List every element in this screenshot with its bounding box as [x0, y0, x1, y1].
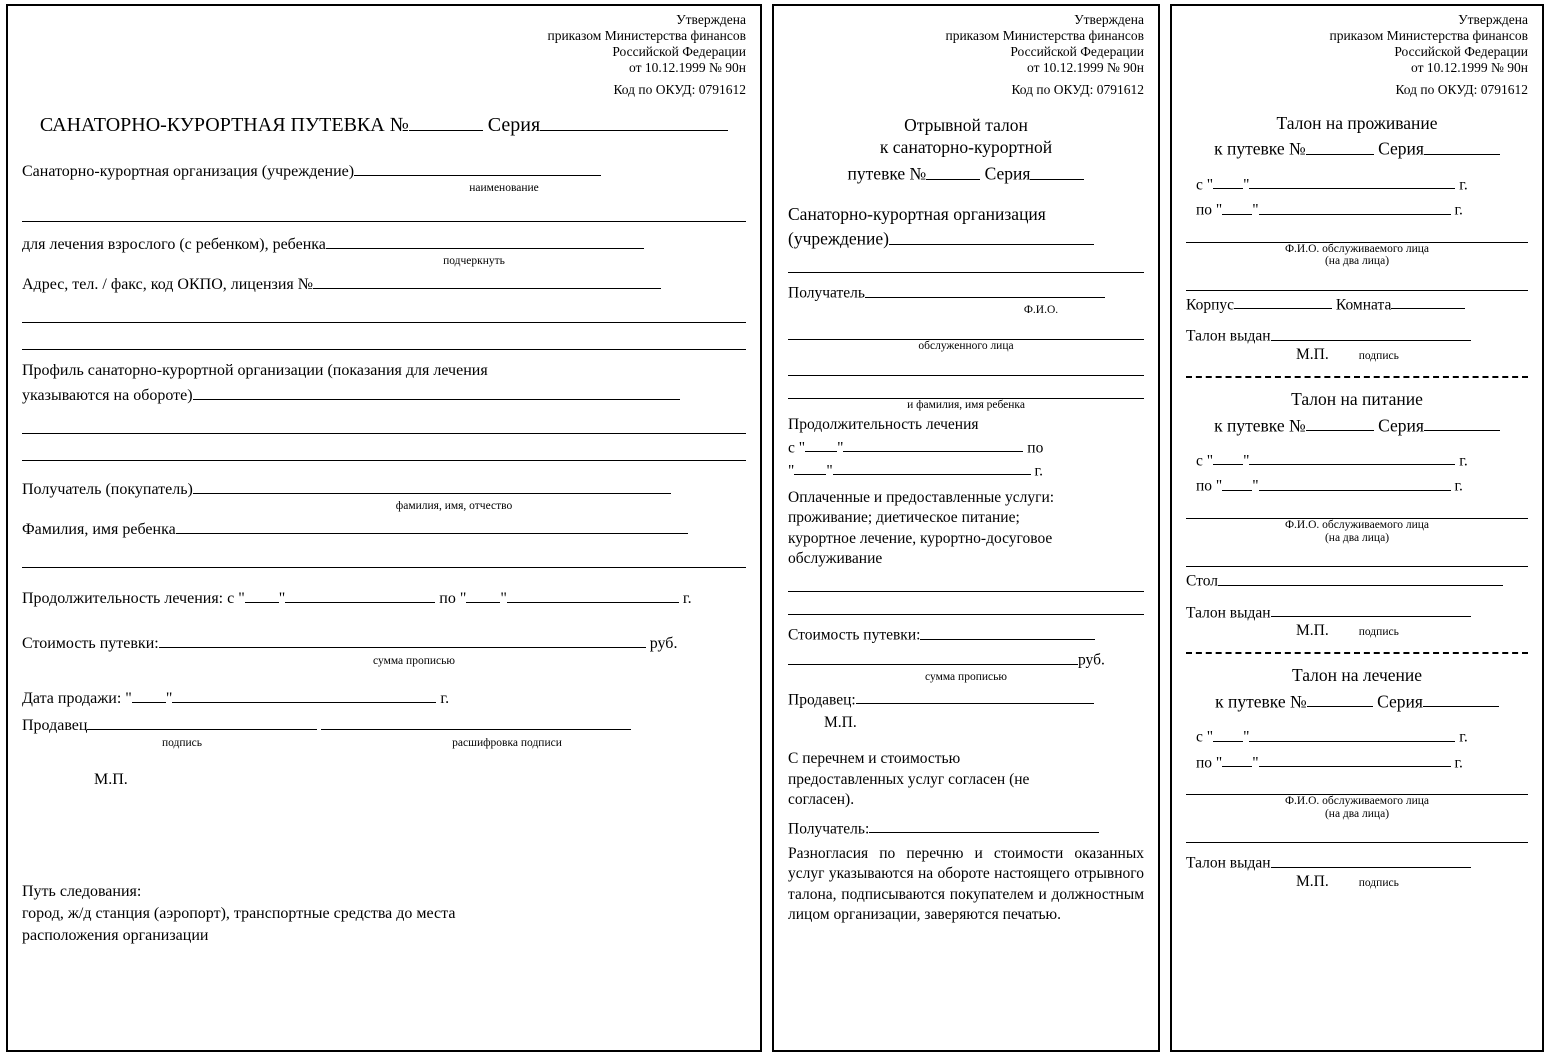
stub-services-line-4: обслуживание	[788, 549, 883, 567]
stub-dur-month-to[interactable]	[833, 459, 993, 476]
talon-meals-to-label: по "	[1196, 477, 1223, 495]
approved-line-2-talons: приказом Министерства финансов	[1329, 27, 1528, 43]
talon-meals-table-field[interactable]	[1218, 569, 1503, 586]
stub-dur-month-from[interactable]	[843, 436, 1023, 453]
saledate-day[interactable]	[132, 686, 166, 703]
saledate-label: Дата продажи: "	[22, 689, 132, 707]
talon-meals-extra-line[interactable]	[1186, 551, 1528, 567]
talon-treatment-sign-hint: подпись	[1358, 876, 1399, 889]
profile-field[interactable]	[193, 383, 680, 400]
stub-title-line-1: Отрывной талон	[904, 114, 1028, 135]
stub-cost-unit: руб.	[1078, 651, 1105, 669]
stub-receiver-line-4[interactable]	[788, 383, 1144, 399]
talon-meals-to-month[interactable]	[1259, 474, 1371, 491]
approved-line-4-talons: от 10.12.1999 № 90н	[1411, 59, 1528, 75]
talon-living-series-field[interactable]	[1424, 136, 1500, 155]
talon-treatment-to-label: по "	[1196, 754, 1223, 772]
talon-meals	[1186, 388, 1528, 640]
talon-treatment-year-label-1: г.	[1459, 728, 1468, 746]
talon-meals-fio-hint-2: (на два лица)	[1324, 531, 1390, 544]
seller-hint-decoding: расшифровка подписи	[452, 736, 562, 749]
approved-line-3-talons: Российской Федерации	[1394, 43, 1528, 59]
approved-line-1: Утверждена	[676, 12, 746, 27]
approved-line-3: Российской Федерации	[612, 43, 746, 59]
talon-meals-from-day[interactable]	[1213, 449, 1243, 466]
approved-block-main	[22, 12, 746, 98]
stub-org-field[interactable]	[889, 226, 1094, 245]
talon-meals-year-label-1: г.	[1459, 452, 1468, 470]
stub-series-label: Серия	[984, 163, 1031, 184]
talon-meals-from-label: с "	[1196, 452, 1214, 470]
talon-living-fio-hint-2: (на два лица)	[1324, 255, 1390, 268]
address-label: Адрес, тел. / факс, код ОКПО, лицензия №	[22, 276, 314, 294]
talon-living-issued-field[interactable]	[1271, 324, 1471, 341]
saledate-year-field[interactable]	[340, 686, 436, 703]
talon-living-fio-line[interactable]	[1186, 227, 1528, 243]
stub-duration-to-row	[788, 459, 1144, 482]
stub-duration-label: Продолжительность лечения	[788, 416, 979, 434]
talon-living-title-line-1: Талон на проживание	[1276, 112, 1438, 133]
saledate-year-label: г.	[440, 689, 450, 707]
approved-line-4: от 10.12.1999 № 90н	[629, 59, 746, 75]
stub-services-block	[788, 488, 1144, 570]
talon-living-issued-row	[1186, 324, 1528, 346]
talon-meals-number-label: к путевке №	[1214, 415, 1306, 436]
stub-cost-label: Стоимость путевки:	[788, 626, 921, 644]
talon-meals-series-field[interactable]	[1424, 413, 1500, 432]
duration-year-label: г.	[682, 589, 692, 607]
talon-meals-issued-label: Талон выдан	[1186, 604, 1271, 622]
route-title: Путь следования:	[22, 883, 142, 901]
treatment-label: для лечения взрослого (с ребенком), ребенка	[22, 235, 326, 253]
duration-year-field[interactable]	[627, 586, 679, 603]
talon-living-q1: "	[1243, 176, 1250, 194]
talon-living-q2: "	[1252, 201, 1259, 219]
okud-code-stub: Код по ОКУД: 0791612	[1011, 81, 1144, 97]
stub-cost-hint: сумма прописью	[925, 671, 1007, 684]
talon-treatment-from-day[interactable]	[1213, 725, 1243, 742]
talon-treatment-year-label-2: г.	[1454, 754, 1463, 772]
talon-treatment-series-field[interactable]	[1423, 689, 1499, 708]
talon-treatment-fio-line[interactable]	[1186, 779, 1528, 795]
talon-living-room-field[interactable]	[1391, 293, 1465, 310]
stub-dur-year[interactable]	[993, 459, 1031, 476]
talon-living-from-row	[1186, 173, 1528, 195]
talon-living-series-label: Серия	[1378, 138, 1424, 159]
talon-treatment-from-year[interactable]	[1375, 725, 1455, 742]
stub-dur-s: с "	[788, 439, 806, 457]
stub-org-title	[788, 203, 1144, 250]
receiver-label: Получатель (покупатель)	[22, 480, 193, 498]
talon-living-sign-hint: подпись	[1358, 349, 1399, 362]
talon-living-to-row	[1186, 198, 1528, 220]
stub-receiver-line-2[interactable]	[788, 324, 1144, 340]
talon-living-to-day[interactable]	[1222, 198, 1252, 215]
stub-receiver2-label: Получатель:	[788, 820, 870, 838]
cost-field[interactable]	[159, 631, 646, 648]
stub-cost-field-2[interactable]	[788, 648, 1078, 665]
org-label: Санаторно-курортная организация (учреждение)	[22, 162, 355, 180]
duration-month-to[interactable]	[507, 586, 627, 603]
profile-label-line1: Профиль санаторно-курортной организации (показания для лечения	[22, 361, 488, 379]
talon-living-extra-line[interactable]	[1186, 275, 1528, 291]
talon-meals-issued-row	[1186, 601, 1528, 623]
child-line-2[interactable]	[22, 550, 746, 568]
talon-treatment-to-month[interactable]	[1259, 751, 1371, 768]
talon-treatment-number-field[interactable]	[1307, 689, 1373, 708]
duration-label: Продолжительность лечения: с "	[22, 589, 245, 607]
talon-living-from-year[interactable]	[1375, 173, 1455, 190]
talon-meals-year-label-2: г.	[1454, 477, 1463, 495]
profile-line-3[interactable]	[22, 443, 746, 461]
org-line-2[interactable]	[22, 204, 746, 222]
approved-block-stub	[788, 12, 1144, 98]
talon-meals-title-line-1: Талон на питание	[1291, 388, 1423, 409]
stub-org-line-2	[788, 226, 1144, 250]
cost-hint: сумма прописью	[373, 654, 455, 667]
voucher-number-field[interactable]	[409, 110, 483, 131]
stub-duration-from-row	[788, 436, 1144, 459]
approved-line-1-talons: Утверждена	[1458, 12, 1528, 27]
stub-receiver-row	[788, 281, 1144, 304]
talon-living-stamp-place: М.П.	[1296, 345, 1329, 363]
talon-treatment-to-day[interactable]	[1222, 751, 1252, 768]
stub-title-line-3	[788, 161, 1144, 185]
stub-receiver2-row	[788, 817, 1144, 840]
perforation-divider-1	[1186, 376, 1528, 378]
duration-quote: "	[278, 589, 286, 607]
talon-living-extra-row	[1186, 293, 1528, 315]
saledate-row	[22, 686, 746, 710]
profile-row	[22, 360, 746, 407]
address-line-3[interactable]	[22, 332, 746, 350]
seller-hint-signature: подпись	[161, 736, 203, 749]
talon-treatment-stamp-place: М.П.	[1296, 872, 1329, 890]
profile-label-line2: указываются на обороте)	[22, 387, 193, 405]
stub-org-line-2-text: (учреждение)	[788, 228, 889, 249]
talon-meals-from-row	[1186, 449, 1528, 471]
talon-living-from-month[interactable]	[1249, 173, 1375, 190]
duration-row	[22, 586, 746, 610]
talon-living-from-day[interactable]	[1213, 173, 1243, 190]
duration-month-from[interactable]	[285, 586, 435, 603]
talon-treatment-to-row	[1186, 751, 1528, 773]
stub-receiver-field[interactable]	[865, 281, 1105, 298]
saledate-month[interactable]	[172, 686, 340, 703]
page-title	[22, 110, 746, 137]
talon-meals-from-month[interactable]	[1249, 449, 1375, 466]
stub-seller-label: Продавец:	[788, 691, 856, 709]
approved-line-3-stub: Российской Федерации	[1010, 43, 1144, 59]
talon-meals-title-line-2	[1186, 413, 1528, 437]
address-row	[22, 272, 746, 296]
stub-services-line-6[interactable]	[788, 599, 1144, 615]
talon-living-from-label: с "	[1196, 176, 1214, 194]
duration-quote-2: "	[500, 589, 507, 607]
seller-label: Продавец	[22, 717, 88, 735]
stub-cost-field[interactable]	[920, 623, 1095, 640]
stub-dur-q: "	[837, 439, 844, 457]
talon-living-to-month[interactable]	[1259, 198, 1371, 215]
stub-hint-served: обслуженного лица	[918, 339, 1014, 352]
stub-dur-po: по	[1027, 439, 1044, 457]
stub-seller-field[interactable]	[856, 688, 1094, 705]
talon-meals-number-field[interactable]	[1306, 413, 1374, 432]
org-name-field[interactable]	[354, 159, 601, 176]
address-field[interactable]	[313, 272, 661, 289]
talon-meals-stamp-place: М.П.	[1296, 622, 1329, 640]
stub-note: Разногласия по перечню и стоимости оказанных услуг указываются на обороте настоящего отрывного талона, подписываются покупателем и должностным лицом организации, заверяются печатью.	[788, 844, 1144, 924]
talon-treatment-fio-hint-1: Ф.И.О. обслуживаемого лица	[1284, 795, 1430, 808]
child-row	[22, 517, 746, 541]
stub-agree-line-3: согласен).	[788, 791, 855, 809]
talon-treatment-extra-line[interactable]	[1186, 827, 1528, 843]
stub-dur-day-from[interactable]	[805, 436, 837, 453]
talon-treatment-title-line-2	[1186, 689, 1528, 713]
talon-living-fio-hint-1: Ф.И.О. обслуживаемого лица	[1284, 242, 1430, 255]
receiver-hint: фамилия, имя, отчество	[395, 500, 513, 513]
stub-agree-line-2: предоставленных услуг согласен (не	[788, 770, 1030, 788]
treatment-hint: подчеркнуть	[443, 255, 505, 268]
treatment-row	[22, 232, 746, 256]
talon-treatment-number-label: к путевке №	[1215, 691, 1307, 712]
stub-services-line-3: курортное лечение, курортно-досуговое	[788, 529, 1053, 547]
talon-living-building-label: Корпус	[1186, 296, 1234, 314]
talon-living-building-field[interactable]	[1234, 293, 1332, 310]
series-label: Серия	[487, 113, 541, 136]
talon-meals-title	[1186, 388, 1528, 437]
talon-treatment-series-label: Серия	[1377, 691, 1423, 712]
cost-label: Стоимость путевки:	[22, 635, 159, 653]
approved-line-1-stub: Утверждена	[1074, 12, 1144, 27]
stub-cost-row-2	[788, 648, 1144, 671]
stub-receiver2-field[interactable]	[869, 817, 1099, 834]
stub-agree-line-1: С перечнем и стоимостью	[788, 750, 961, 768]
talon-living-room-label: Комната	[1335, 296, 1392, 314]
cost-unit: руб.	[649, 635, 678, 653]
stamp-place-main: М.П.	[94, 771, 128, 789]
stub-services-line-5[interactable]	[788, 576, 1144, 592]
stub-services-line-2: проживание; диетическое питание;	[788, 509, 1020, 527]
talon-meals-table-label: Стол	[1186, 572, 1218, 590]
talon-treatment-to-year[interactable]	[1371, 751, 1451, 768]
stub-hint-child: и фамилия, имя ребенка	[907, 398, 1025, 411]
stub-agreement-block	[788, 749, 1144, 810]
stub-number-field[interactable]	[926, 161, 980, 180]
talon-treatment-fio-hint-2: (на два лица)	[1324, 807, 1390, 820]
talon-meals-sign-hint: подпись	[1358, 626, 1399, 639]
talon-meals-extra-row	[1186, 569, 1528, 591]
child-field[interactable]	[176, 517, 688, 534]
talon-living-year-label-1: г.	[1459, 176, 1468, 194]
talon-meals-issued-field[interactable]	[1271, 601, 1471, 618]
duration-day-to[interactable]	[466, 586, 500, 603]
talon-treatment-from-row	[1186, 725, 1528, 747]
stub-dur-year-label: г.	[1034, 462, 1044, 480]
route-block	[22, 881, 746, 946]
approved-line-2-stub: приказом Министерства финансов	[945, 27, 1144, 43]
talon-treatment-issued-label: Талон выдан	[1186, 854, 1271, 872]
talon-meals-q1: "	[1243, 452, 1250, 470]
duration-day-from[interactable]	[245, 586, 279, 603]
talon-treatment-issued-field[interactable]	[1271, 851, 1471, 868]
receiver-field[interactable]	[193, 477, 671, 494]
stub-org-line-1: Санаторно-курортная организация	[788, 204, 1046, 225]
seller-row	[22, 713, 746, 737]
stub-title-line-2: к санаторно-курортной	[879, 137, 1053, 158]
talon-meals-to-day[interactable]	[1222, 474, 1252, 491]
talon-treatment	[1186, 664, 1528, 891]
talon-treatment-title-line-1: Талон на лечение	[1291, 665, 1423, 686]
panel-tear-off-stub	[772, 4, 1160, 1052]
stub-stamp-place: М.П.	[824, 713, 857, 731]
talon-living-to-label: по "	[1196, 201, 1223, 219]
stub-services-line-1: Оплаченные и предоставленные услуги:	[788, 488, 1055, 506]
talon-treatment-title	[1186, 664, 1528, 713]
page-title-text: САНАТОРНО-КУРОРТНАЯ ПУТЕВКА №	[39, 113, 409, 136]
talon-treatment-q1: "	[1243, 728, 1250, 746]
talon-living	[1186, 112, 1528, 364]
org-row	[22, 159, 746, 183]
talon-meals-to-row	[1186, 474, 1528, 496]
okud-code-talons: Код по ОКУД: 0791612	[1395, 81, 1528, 97]
seller-signature-field[interactable]	[87, 713, 317, 730]
route-line-2: город, ж/д станция (аэропорт), транспортные средства до места	[22, 904, 456, 922]
stub-seller-row	[788, 688, 1144, 711]
stub-org-line-3[interactable]	[788, 257, 1144, 273]
route-line-3: расположения организации	[22, 926, 209, 944]
saledate-quote: "	[165, 689, 173, 707]
child-label: Фамилия, имя ребенка	[22, 521, 176, 539]
perforation-divider-2	[1186, 652, 1528, 654]
stub-dur-day-to[interactable]	[794, 459, 826, 476]
profile-line-2[interactable]	[22, 416, 746, 434]
talon-living-year-label-2: г.	[1454, 201, 1463, 219]
talon-living-number-label: к путевке №	[1214, 138, 1306, 159]
duration-po-label: по "	[439, 589, 467, 607]
stub-series-field[interactable]	[1030, 161, 1084, 180]
receiver-row	[22, 477, 746, 501]
stub-dur-q3: "	[826, 462, 833, 480]
approved-block-talons	[1186, 12, 1528, 98]
talon-meals-fio-line[interactable]	[1186, 503, 1528, 519]
stub-cost-row	[788, 623, 1144, 646]
approved-line-2: приказом Министерства финансов	[547, 27, 746, 43]
talon-meals-fio-hint-1: Ф.И.О. обслуживаемого лица	[1284, 518, 1430, 531]
talon-meals-from-year[interactable]	[1375, 449, 1455, 466]
treatment-field[interactable]	[326, 232, 644, 249]
panel-main-voucher	[6, 4, 762, 1052]
talon-meals-to-year[interactable]	[1371, 474, 1451, 491]
stub-receiver-label: Получатель	[788, 284, 865, 302]
talon-meals-series-label: Серия	[1378, 415, 1424, 436]
talon-living-title-line-2	[1186, 136, 1528, 160]
series-field[interactable]	[540, 110, 728, 131]
talon-treatment-from-month[interactable]	[1249, 725, 1375, 742]
seller-name-field[interactable]	[321, 713, 631, 730]
org-hint: наименование	[469, 182, 539, 195]
talon-meals-q2: "	[1252, 477, 1259, 495]
talon-living-title	[1186, 112, 1528, 161]
stub-number-label: путевке №	[847, 163, 927, 184]
stub-dur-q2: "	[788, 462, 795, 480]
talon-treatment-from-label: с "	[1196, 728, 1214, 746]
panel-talons	[1170, 4, 1544, 1052]
talon-living-to-year[interactable]	[1371, 198, 1451, 215]
approved-line-4-stub: от 10.12.1999 № 90н	[1027, 59, 1144, 75]
talon-treatment-q2: "	[1252, 754, 1259, 772]
talon-living-number-field[interactable]	[1306, 136, 1374, 155]
stub-title	[788, 114, 1144, 186]
talon-treatment-issued-row	[1186, 851, 1528, 873]
stub-receiver-line-3[interactable]	[788, 360, 1144, 376]
okud-code-main: Код по ОКУД: 0791612	[613, 81, 746, 97]
address-line-2[interactable]	[22, 305, 746, 323]
talon-living-issued-label: Талон выдан	[1186, 327, 1271, 345]
cost-row	[22, 631, 746, 655]
stub-hint-fio: Ф.И.О.	[1023, 304, 1059, 317]
